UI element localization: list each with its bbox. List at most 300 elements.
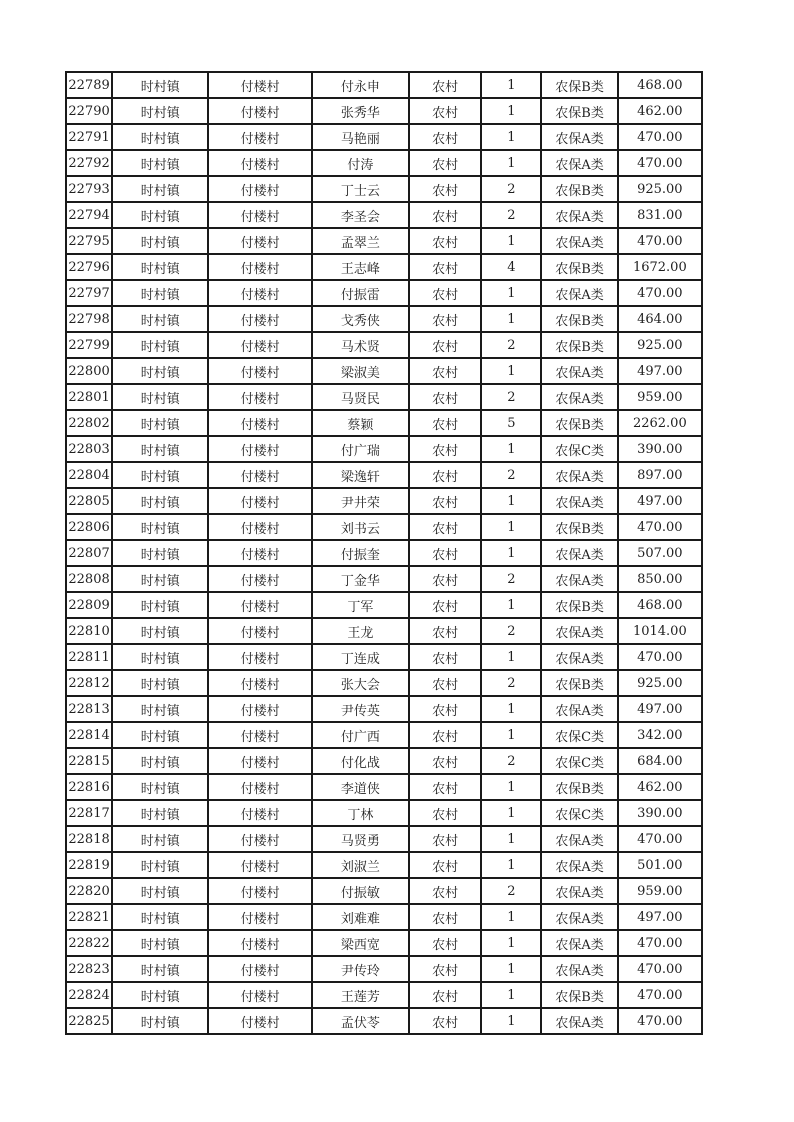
cell-insurance-class: 农保B类 [541,306,617,332]
cell-person-count: 1 [481,514,541,540]
cell-person-count: 1 [481,644,541,670]
table-row [66,878,702,904]
cell-residence-type: 农村 [409,904,481,930]
cell-record-id: 22796 [66,254,112,280]
cell-amount: 831.00 [618,202,702,228]
table-row [66,722,702,748]
cell-insurance-class: 农保B类 [541,592,617,618]
cell-town: 时村镇 [112,774,208,800]
cell-record-id: 22822 [66,930,112,956]
cell-village: 付楼村 [208,592,311,618]
cell-insurance-class: 农保C类 [541,748,617,774]
cell-person-count: 1 [481,540,541,566]
cell-town: 时村镇 [112,1008,208,1034]
cell-village: 付楼村 [208,1008,311,1034]
cell-insurance-class: 农保A类 [541,956,617,982]
cell-person-name: 丁金华 [312,566,409,592]
cell-insurance-class: 农保A类 [541,1008,617,1034]
cell-person-count: 1 [481,488,541,514]
payment-register-body [66,72,702,1034]
cell-amount: 2262.00 [618,410,702,436]
cell-residence-type: 农村 [409,696,481,722]
table-row [66,176,702,202]
cell-record-id: 22802 [66,410,112,436]
cell-residence-type: 农村 [409,826,481,852]
cell-town: 时村镇 [112,254,208,280]
cell-record-id: 22823 [66,956,112,982]
cell-record-id: 22821 [66,904,112,930]
cell-record-id: 22820 [66,878,112,904]
table-row [66,98,702,124]
cell-person-count: 2 [481,462,541,488]
cell-amount: 390.00 [618,800,702,826]
table-row [66,436,702,462]
cell-amount: 497.00 [618,488,702,514]
cell-village: 付楼村 [208,306,311,332]
cell-insurance-class: 农保A类 [541,904,617,930]
cell-insurance-class: 农保B类 [541,72,617,98]
cell-person-count: 1 [481,826,541,852]
cell-person-count: 1 [481,722,541,748]
cell-person-name: 李圣会 [312,202,409,228]
cell-village: 付楼村 [208,98,311,124]
cell-person-name: 蔡颖 [312,410,409,436]
cell-residence-type: 农村 [409,488,481,514]
cell-insurance-class: 农保B类 [541,176,617,202]
cell-person-name: 刘淑兰 [312,852,409,878]
cell-village: 付楼村 [208,332,311,358]
cell-record-id: 22824 [66,982,112,1008]
cell-person-name: 孟伏苓 [312,1008,409,1034]
table-row [66,930,702,956]
cell-person-count: 1 [481,358,541,384]
cell-record-id: 22797 [66,280,112,306]
cell-residence-type: 农村 [409,956,481,982]
cell-town: 时村镇 [112,748,208,774]
payment-register-table [65,71,703,1035]
cell-record-id: 22811 [66,644,112,670]
cell-town: 时村镇 [112,566,208,592]
table-row [66,670,702,696]
cell-person-name: 刘难难 [312,904,409,930]
cell-amount: 497.00 [618,358,702,384]
cell-town: 时村镇 [112,722,208,748]
cell-record-id: 22812 [66,670,112,696]
table-row [66,774,702,800]
cell-insurance-class: 农保A类 [541,358,617,384]
cell-residence-type: 农村 [409,384,481,410]
table-row [66,826,702,852]
cell-amount: 470.00 [618,826,702,852]
cell-village: 付楼村 [208,644,311,670]
cell-person-name: 张大会 [312,670,409,696]
cell-insurance-class: 农保B类 [541,98,617,124]
cell-village: 付楼村 [208,410,311,436]
cell-village: 付楼村 [208,436,311,462]
cell-insurance-class: 农保A类 [541,150,617,176]
cell-town: 时村镇 [112,72,208,98]
cell-insurance-class: 农保B类 [541,670,617,696]
cell-amount: 850.00 [618,566,702,592]
cell-person-count: 1 [481,228,541,254]
cell-town: 时村镇 [112,488,208,514]
cell-amount: 925.00 [618,176,702,202]
cell-person-count: 1 [481,150,541,176]
cell-record-id: 22805 [66,488,112,514]
cell-town: 时村镇 [112,930,208,956]
table-row [66,852,702,878]
cell-record-id: 22825 [66,1008,112,1034]
cell-village: 付楼村 [208,72,311,98]
cell-record-id: 22819 [66,852,112,878]
cell-person-name: 王莲芳 [312,982,409,1008]
cell-amount: 684.00 [618,748,702,774]
cell-insurance-class: 农保B类 [541,514,617,540]
cell-village: 付楼村 [208,488,311,514]
cell-village: 付楼村 [208,228,311,254]
cell-residence-type: 农村 [409,462,481,488]
table-row [66,150,702,176]
cell-person-count: 2 [481,384,541,410]
cell-amount: 507.00 [618,540,702,566]
cell-village: 付楼村 [208,670,311,696]
cell-amount: 462.00 [618,98,702,124]
cell-record-id: 22801 [66,384,112,410]
cell-person-count: 4 [481,254,541,280]
cell-insurance-class: 农保B类 [541,254,617,280]
cell-amount: 470.00 [618,644,702,670]
cell-insurance-class: 农保A类 [541,878,617,904]
cell-amount: 470.00 [618,280,702,306]
cell-record-id: 22818 [66,826,112,852]
table-row [66,644,702,670]
cell-person-count: 1 [481,124,541,150]
cell-village: 付楼村 [208,384,311,410]
cell-amount: 470.00 [618,982,702,1008]
cell-insurance-class: 农保C类 [541,800,617,826]
cell-person-name: 戈秀侠 [312,306,409,332]
cell-person-name: 丁军 [312,592,409,618]
table-row [66,748,702,774]
cell-record-id: 22813 [66,696,112,722]
cell-record-id: 22791 [66,124,112,150]
cell-record-id: 22803 [66,436,112,462]
table-row [66,384,702,410]
cell-insurance-class: 农保A类 [541,540,617,566]
cell-town: 时村镇 [112,514,208,540]
cell-village: 付楼村 [208,956,311,982]
cell-residence-type: 农村 [409,852,481,878]
cell-person-name: 马术贤 [312,332,409,358]
cell-town: 时村镇 [112,592,208,618]
cell-town: 时村镇 [112,878,208,904]
cell-town: 时村镇 [112,150,208,176]
cell-village: 付楼村 [208,982,311,1008]
cell-residence-type: 农村 [409,410,481,436]
cell-village: 付楼村 [208,124,311,150]
cell-residence-type: 农村 [409,540,481,566]
cell-person-count: 1 [481,306,541,332]
cell-village: 付楼村 [208,826,311,852]
cell-person-count: 2 [481,670,541,696]
cell-amount: 470.00 [618,514,702,540]
cell-person-name: 丁林 [312,800,409,826]
cell-person-count: 1 [481,800,541,826]
cell-person-count: 1 [481,72,541,98]
cell-residence-type: 农村 [409,98,481,124]
cell-person-count: 2 [481,618,541,644]
cell-residence-type: 农村 [409,306,481,332]
cell-record-id: 22815 [66,748,112,774]
cell-person-count: 1 [481,982,541,1008]
cell-insurance-class: 农保B类 [541,774,617,800]
cell-insurance-class: 农保A类 [541,384,617,410]
cell-town: 时村镇 [112,358,208,384]
cell-record-id: 22792 [66,150,112,176]
cell-village: 付楼村 [208,722,311,748]
cell-residence-type: 农村 [409,228,481,254]
cell-person-name: 丁连成 [312,644,409,670]
cell-residence-type: 农村 [409,358,481,384]
cell-village: 付楼村 [208,514,311,540]
cell-residence-type: 农村 [409,176,481,202]
cell-amount: 470.00 [618,1008,702,1034]
table-row [66,410,702,436]
table-row [66,800,702,826]
cell-amount: 470.00 [618,228,702,254]
table-row [66,956,702,982]
table-row [66,332,702,358]
cell-amount: 470.00 [618,956,702,982]
cell-person-count: 1 [481,98,541,124]
cell-amount: 468.00 [618,72,702,98]
cell-residence-type: 农村 [409,280,481,306]
cell-insurance-class: 农保B类 [541,982,617,1008]
table-row [66,540,702,566]
cell-town: 时村镇 [112,826,208,852]
cell-town: 时村镇 [112,280,208,306]
cell-residence-type: 农村 [409,748,481,774]
cell-person-name: 张秀华 [312,98,409,124]
cell-insurance-class: 农保A类 [541,488,617,514]
cell-person-name: 付化战 [312,748,409,774]
cell-town: 时村镇 [112,332,208,358]
cell-village: 付楼村 [208,202,311,228]
cell-residence-type: 农村 [409,644,481,670]
cell-person-name: 马贤民 [312,384,409,410]
cell-village: 付楼村 [208,150,311,176]
cell-town: 时村镇 [112,228,208,254]
cell-village: 付楼村 [208,904,311,930]
table-row [66,592,702,618]
cell-person-count: 1 [481,774,541,800]
cell-insurance-class: 农保C类 [541,436,617,462]
cell-person-name: 尹井荣 [312,488,409,514]
cell-amount: 497.00 [618,696,702,722]
cell-person-count: 2 [481,878,541,904]
cell-residence-type: 农村 [409,800,481,826]
cell-insurance-class: 农保A类 [541,852,617,878]
cell-amount: 925.00 [618,670,702,696]
cell-person-name: 梁淑美 [312,358,409,384]
cell-village: 付楼村 [208,800,311,826]
cell-record-id: 22804 [66,462,112,488]
cell-person-name: 丁士云 [312,176,409,202]
cell-record-id: 22795 [66,228,112,254]
cell-record-id: 22790 [66,98,112,124]
table-row [66,254,702,280]
cell-village: 付楼村 [208,176,311,202]
cell-village: 付楼村 [208,774,311,800]
cell-person-count: 1 [481,956,541,982]
cell-amount: 497.00 [618,904,702,930]
cell-town: 时村镇 [112,904,208,930]
cell-amount: 390.00 [618,436,702,462]
cell-village: 付楼村 [208,462,311,488]
cell-amount: 1014.00 [618,618,702,644]
cell-person-name: 梁西宽 [312,930,409,956]
cell-village: 付楼村 [208,696,311,722]
table-row [66,904,702,930]
cell-village: 付楼村 [208,930,311,956]
cell-town: 时村镇 [112,540,208,566]
cell-person-count: 2 [481,332,541,358]
cell-person-name: 孟翠兰 [312,228,409,254]
cell-town: 时村镇 [112,618,208,644]
cell-residence-type: 农村 [409,72,481,98]
cell-record-id: 22798 [66,306,112,332]
cell-insurance-class: 农保A类 [541,826,617,852]
cell-residence-type: 农村 [409,332,481,358]
cell-record-id: 22808 [66,566,112,592]
cell-record-id: 22816 [66,774,112,800]
cell-amount: 470.00 [618,124,702,150]
cell-person-count: 1 [481,904,541,930]
cell-residence-type: 农村 [409,774,481,800]
cell-person-name: 马贤勇 [312,826,409,852]
cell-village: 付楼村 [208,566,311,592]
cell-residence-type: 农村 [409,124,481,150]
table-row [66,982,702,1008]
cell-person-name: 付永申 [312,72,409,98]
cell-amount: 501.00 [618,852,702,878]
cell-record-id: 22793 [66,176,112,202]
cell-record-id: 22799 [66,332,112,358]
table-row [66,306,702,332]
cell-amount: 462.00 [618,774,702,800]
cell-town: 时村镇 [112,644,208,670]
cell-person-count: 1 [481,280,541,306]
cell-person-count: 5 [481,410,541,436]
cell-person-name: 付广西 [312,722,409,748]
cell-person-name: 付振敏 [312,878,409,904]
cell-town: 时村镇 [112,202,208,228]
cell-person-count: 1 [481,696,541,722]
cell-insurance-class: 农保A类 [541,696,617,722]
cell-person-count: 2 [481,566,541,592]
cell-insurance-class: 农保A类 [541,618,617,644]
cell-insurance-class: 农保A类 [541,280,617,306]
cell-person-name: 付振雷 [312,280,409,306]
cell-insurance-class: 农保C类 [541,722,617,748]
cell-person-name: 付涛 [312,150,409,176]
cell-town: 时村镇 [112,436,208,462]
cell-person-name: 刘书云 [312,514,409,540]
cell-residence-type: 农村 [409,514,481,540]
cell-insurance-class: 农保A类 [541,930,617,956]
cell-amount: 468.00 [618,592,702,618]
cell-town: 时村镇 [112,462,208,488]
cell-record-id: 22814 [66,722,112,748]
cell-insurance-class: 农保A类 [541,228,617,254]
cell-person-count: 1 [481,930,541,956]
cell-amount: 959.00 [618,384,702,410]
table-row [66,202,702,228]
cell-person-name: 马艳丽 [312,124,409,150]
cell-town: 时村镇 [112,384,208,410]
cell-insurance-class: 农保A类 [541,644,617,670]
cell-person-name: 尹传英 [312,696,409,722]
cell-residence-type: 农村 [409,566,481,592]
cell-village: 付楼村 [208,280,311,306]
cell-amount: 1672.00 [618,254,702,280]
cell-town: 时村镇 [112,98,208,124]
cell-person-name: 尹传玲 [312,956,409,982]
cell-residence-type: 农村 [409,930,481,956]
cell-town: 时村镇 [112,800,208,826]
cell-insurance-class: 农保A类 [541,462,617,488]
cell-amount: 470.00 [618,930,702,956]
cell-insurance-class: 农保B类 [541,332,617,358]
cell-person-name: 付振奎 [312,540,409,566]
cell-insurance-class: 农保A类 [541,202,617,228]
cell-residence-type: 农村 [409,878,481,904]
cell-town: 时村镇 [112,670,208,696]
cell-person-count: 1 [481,852,541,878]
cell-amount: 959.00 [618,878,702,904]
table-row [66,488,702,514]
table-row [66,566,702,592]
cell-amount: 464.00 [618,306,702,332]
cell-town: 时村镇 [112,410,208,436]
cell-amount: 925.00 [618,332,702,358]
cell-person-count: 1 [481,1008,541,1034]
cell-amount: 342.00 [618,722,702,748]
table-row [66,124,702,150]
cell-village: 付楼村 [208,878,311,904]
table-row [66,1008,702,1034]
cell-residence-type: 农村 [409,150,481,176]
cell-person-count: 1 [481,436,541,462]
cell-amount: 470.00 [618,150,702,176]
cell-residence-type: 农村 [409,1008,481,1034]
cell-insurance-class: 农保A类 [541,566,617,592]
cell-person-count: 2 [481,176,541,202]
cell-person-count: 1 [481,592,541,618]
table-row [66,514,702,540]
cell-record-id: 22800 [66,358,112,384]
cell-village: 付楼村 [208,748,311,774]
cell-person-count: 2 [481,748,541,774]
cell-residence-type: 农村 [409,592,481,618]
table-row [66,358,702,384]
cell-village: 付楼村 [208,358,311,384]
table-row [66,618,702,644]
cell-person-count: 2 [481,202,541,228]
cell-person-name: 李道侠 [312,774,409,800]
cell-residence-type: 农村 [409,436,481,462]
cell-town: 时村镇 [112,956,208,982]
